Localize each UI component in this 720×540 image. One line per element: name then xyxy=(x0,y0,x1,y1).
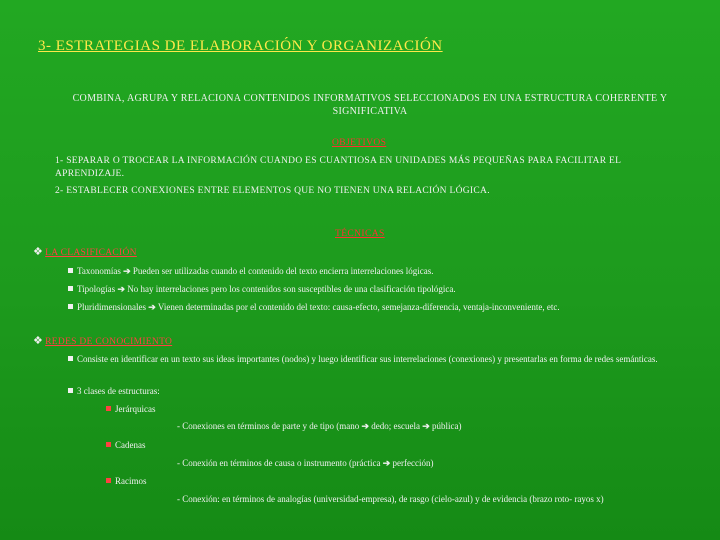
structure-description xyxy=(177,421,462,432)
arrow-right-icon: ➔ xyxy=(422,421,430,431)
item-term: Taxonomías xyxy=(77,266,121,276)
section-label: LA CLASIFICACIÓN xyxy=(45,248,137,258)
list-item xyxy=(68,301,560,313)
structure-type xyxy=(106,476,147,486)
arrow-right-icon: ➔ xyxy=(361,421,369,431)
structure-name: Cadenas xyxy=(115,440,146,450)
arrow-right-icon: ➔ xyxy=(148,302,156,312)
section-clasificacion xyxy=(33,245,137,258)
structure-description xyxy=(177,494,604,504)
square-bullet-icon xyxy=(68,286,73,291)
structure-name: Racimos xyxy=(115,476,147,486)
square-bullet-icon xyxy=(106,406,111,411)
desc-part: pública) xyxy=(432,421,462,431)
list-item xyxy=(68,283,456,295)
section-redes xyxy=(33,334,172,347)
desc-part: - Conexión en términos de causa o instrumento (práctica xyxy=(177,458,381,468)
item-term: Tipologías xyxy=(77,284,116,294)
objective-1: 1- SEPARAR O TROCEAR LA INFORMACIÓN CUANDO ES CUANTIOSA EN UNIDADES MÁS PEQUEÑAS PARA FACILITAR EL APRENDIZAJE. xyxy=(55,156,621,179)
page-title: 3- ESTRATEGIAS DE ELABORACIÓN Y ORGANIZACIÓN xyxy=(38,38,443,54)
item-text: No hay interrelaciones pero los contenidos son susceptibles de una clasificación tipológica. xyxy=(127,284,456,294)
arrow-right-icon: ➔ xyxy=(117,284,125,294)
desc-part: perfección) xyxy=(392,458,434,468)
objetivos-heading: OBJETIVOS xyxy=(332,138,387,148)
section-label: REDES DE CONOCIMIENTO xyxy=(45,337,173,347)
item-text: Vienen determinadas por el contenido del texto: causa-efecto, semejanza-diferencia, ventaja-inconveniente, etc. xyxy=(157,302,560,312)
diamond-bullet-icon: ❖ xyxy=(33,335,44,347)
structure-type xyxy=(106,440,146,450)
item-text: Pueden ser utilizadas cuando el contenido del texto encierra interrelaciones lógicas. xyxy=(132,266,434,276)
square-bullet-icon xyxy=(68,268,73,273)
list-item xyxy=(55,353,695,365)
item-term: Pluridimensionales xyxy=(77,302,146,312)
structure-type xyxy=(106,404,155,414)
arrow-right-icon: ➔ xyxy=(382,458,391,468)
redes-description: Consiste en identificar en un texto sus ideas importantes (nodos) y luego identificar sus interrelaciones (conexiones) y presentarlas en forma de redes semánticas. xyxy=(77,354,658,364)
tecnicas-heading: TÉCNICAS xyxy=(335,229,385,239)
list-item xyxy=(68,265,434,277)
desc-part: dedo; escuela xyxy=(371,421,420,431)
structure-description xyxy=(177,458,433,469)
diamond-bullet-icon: ❖ xyxy=(33,246,44,258)
structure-name: Jerárquicas xyxy=(115,404,156,414)
list-item xyxy=(68,385,160,397)
square-bullet-icon xyxy=(106,442,111,447)
objective-2: 2- ESTABLECER CONEXIONES ENTRE ELEMENTOS QUE NO TIENEN UNA RELACIÓN LÓGICA. xyxy=(55,186,490,196)
square-bullet-icon xyxy=(68,304,73,309)
square-bullet-icon xyxy=(68,356,73,361)
clases-label: 3 clases de estructuras: xyxy=(77,386,160,396)
arrow-right-icon: ➔ xyxy=(123,266,131,276)
square-bullet-icon xyxy=(68,388,73,393)
desc-part: - Conexiones en términos de parte y de tipo (mano xyxy=(177,421,360,431)
desc-part: - Conexión: en términos de analogías (universidad-empresa), de rasgo (cielo-azul) y de evidencia (brazo roto- rayos x) xyxy=(177,494,604,504)
intro-text: COMBINA, AGRUPA Y RELACIONA CONTENIDOS INFORMATIVOS SELECCIONADOS EN UNA ESTRUCTURA COHERENTE Y SIGNIFICATIVA xyxy=(72,93,668,117)
square-bullet-icon xyxy=(106,478,111,483)
